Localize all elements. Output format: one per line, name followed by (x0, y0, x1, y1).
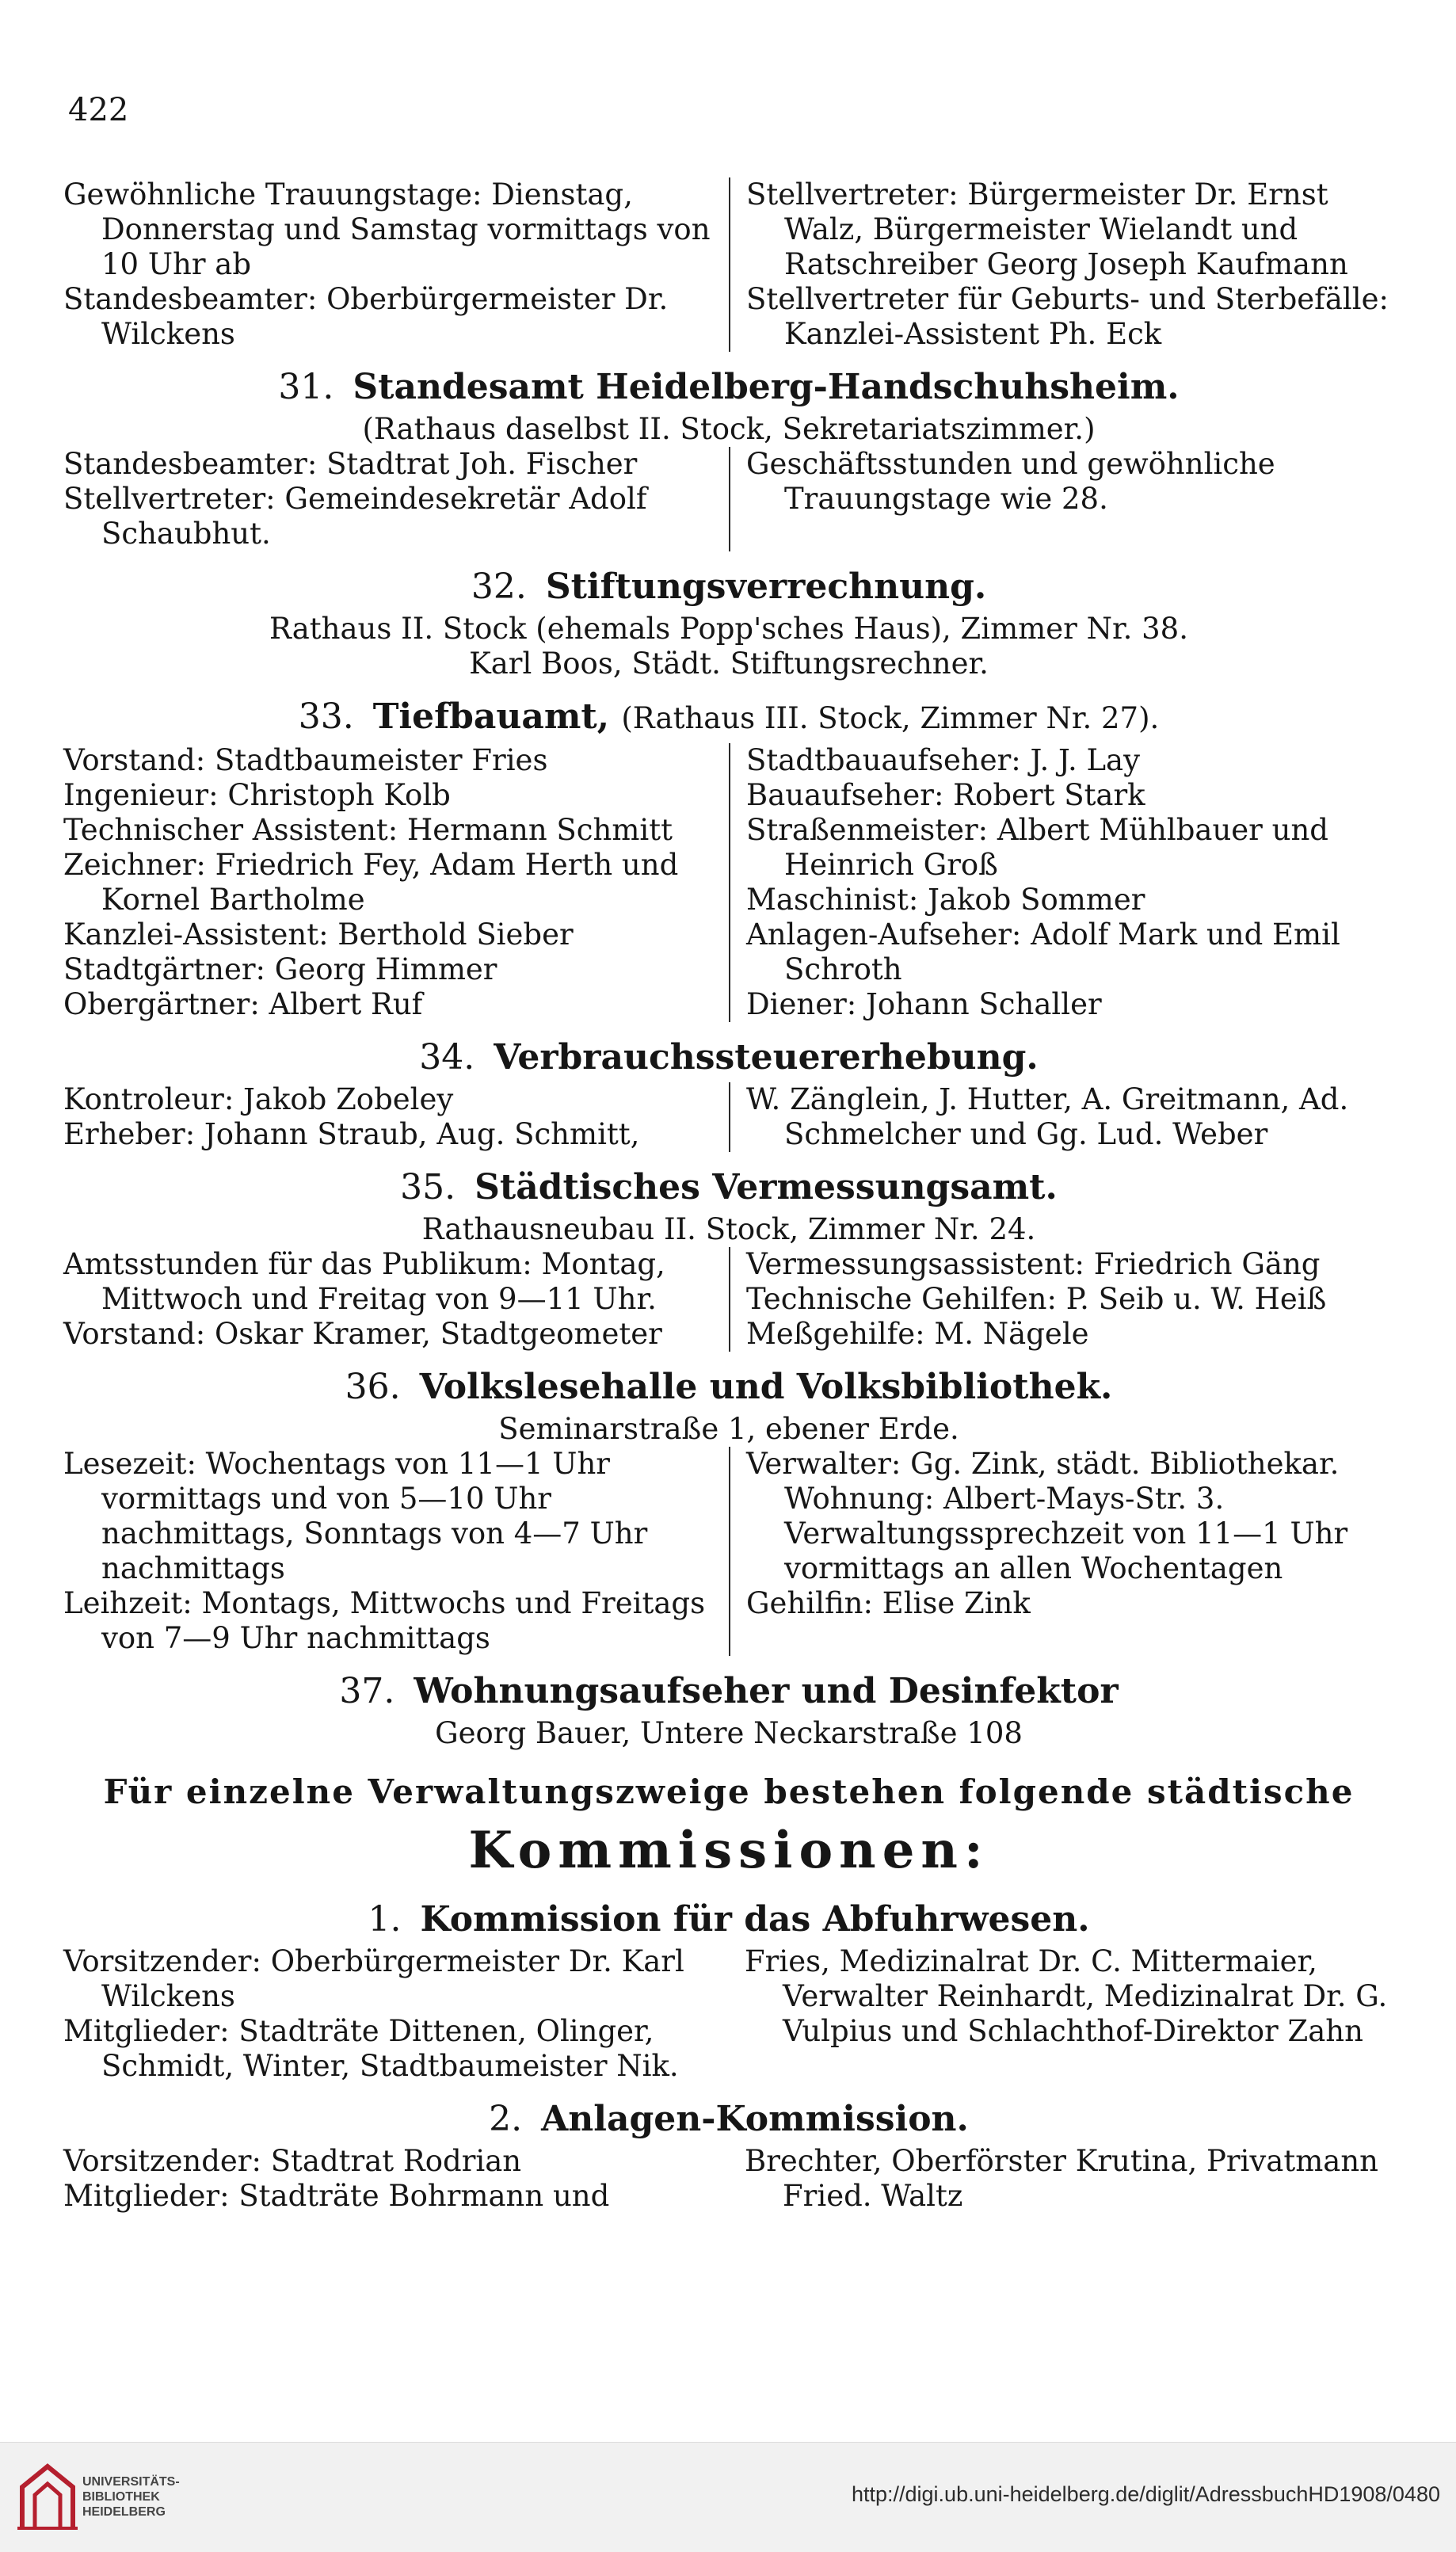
right-column (730, 1247, 1394, 1352)
right-column (729, 2144, 1394, 2214)
list-item: Zeichner: Friedrich Fey, Adam Herth und Kornel Bartholme (63, 848, 679, 917)
section-number: 35. (400, 1167, 456, 1207)
section-number: 34. (419, 1037, 475, 1078)
library-name-line: UNIVERSITÄTS- (82, 2475, 180, 2489)
section-subtitle: Seminarstraße 1, ebener Erde. (498, 1412, 959, 1446)
list-item: W. Zänglein, J. Hutter, A. Greitmann, Ad. Schmelcher und Gg. Lud. Weber (746, 1082, 1349, 1151)
section-heading-34 (63, 1035, 1394, 1081)
source-url-link[interactable]: http://digi.ub.uni-heidelberg.de/diglit/AdressbuchHD1908/0480 (851, 2482, 1440, 2506)
section-subtitle: Karl Boos, Städt. Stiftungsrechner. (469, 647, 989, 681)
section-number: 36. (345, 1367, 401, 1407)
section-36-body (63, 1447, 1394, 1656)
section-subtitle: Georg Bauer, Untere Neckarstraße 108 (435, 1716, 1023, 1750)
list-item: Stellvertreter: Gemeindesekretär Adolf Schaubhut. (63, 482, 647, 551)
section-34-body (63, 1082, 1394, 1152)
section-heading-36 (63, 1364, 1394, 1410)
commission-2-body (63, 2144, 1394, 2214)
document-page (63, 177, 1394, 2214)
list-item: Technischer Assistent: Hermann Schmitt (63, 813, 673, 847)
section-subtitle: Rathausneubau II. Stock, Zimmer Nr. 24. (421, 1212, 1036, 1246)
section-heading-37 (63, 1669, 1394, 1715)
list-item: Stellvertreter: Bürgermeister Dr. Ernst Walz, Bürgermeister Wielandt und Ratschreiber Georg Joseph Kaufmann (746, 177, 1348, 281)
list-item: Lesezeit: Wochentags von 11—1 Uhr vormittags und von 5—10 Uhr nachmittags, Sonntags von 4—7 Uhr nachmittags (63, 1447, 648, 1585)
right-column (730, 1082, 1394, 1152)
section-number: 33. (298, 696, 354, 737)
section-title: Wohnungsaufseher und Desinfektor (414, 1671, 1119, 1711)
commissions-announcement: Für einzelne Verwaltungszweige bestehen folgende städtische (103, 1772, 1355, 1811)
list-item: Leihzeit: Montags, Mittwochs und Freitags von 7—9 Uhr nachmittags (63, 1586, 706, 1655)
right-column (730, 1447, 1394, 1656)
list-item: Anlagen-Aufseher: Adolf Mark und Emil Schroth (746, 917, 1340, 986)
list-item: Brechter, Oberförster Krutina, Privatmann Fried. Waltz (745, 2144, 1379, 2213)
section-33-body (63, 743, 1394, 1022)
left-column (63, 177, 730, 352)
section-title: Anlagen-Kommission. (541, 2099, 969, 2139)
section-title: Stiftungsverrechnung. (545, 566, 987, 607)
section-heading-33 (63, 694, 1394, 742)
list-item: Maschinist: Jakob Sommer (746, 883, 1145, 917)
section-number: 32. (471, 566, 527, 607)
list-item: Erheber: Johann Straub, Aug. Schmitt, (63, 1117, 640, 1151)
list-item: Geschäftsstunden und gewöhnliche Trauungstage wie 28. (746, 447, 1275, 516)
section-heading-32 (63, 564, 1394, 610)
list-item: Stadtbauaufseher: J. J. Lay (746, 743, 1141, 777)
list-item: Mitglieder: Stadträte Bohrmann und (63, 2179, 610, 2213)
section-number: 2. (489, 2099, 523, 2139)
section-title: Volkslesehalle und Volksbibliothek. (419, 1367, 1113, 1407)
section-title: Städtisches Vermessungsamt. (475, 1167, 1058, 1207)
top-block (63, 177, 1394, 352)
viewer-footer (0, 2442, 1456, 2552)
right-column (730, 743, 1394, 1022)
list-item: Technische Gehilfen: P. Seib u. W. Heiß (746, 1282, 1327, 1316)
section-number: 1. (368, 1899, 402, 1940)
list-item: Bauaufseher: Robert Stark (746, 778, 1145, 812)
left-column (63, 1247, 730, 1352)
list-item: Vorstand: Stadtbaumeister Fries (63, 743, 548, 777)
section-title: Standesamt Heidelberg-Handschuhsheim. (353, 367, 1180, 407)
page-number: 422 (68, 92, 129, 128)
section-heading-31 (63, 364, 1394, 410)
list-item: Vorsitzender: Stadtrat Rodrian (63, 2144, 522, 2178)
list-item: Diener: Johann Schaller (746, 987, 1102, 1021)
list-item: Gehilfin: Elise Zink (746, 1586, 1031, 1620)
list-item: Kontroleur: Jakob Zobeley (63, 1082, 454, 1116)
right-column (730, 447, 1394, 551)
list-item: Verwalter: Gg. Zink, städt. Bibliothekar. Wohnung: Albert-Mays-Str. 3. Verwaltungssprechzeit von 11—1 Uhr vormittags an allen Wochentagen (746, 1447, 1348, 1585)
section-heading-35 (63, 1165, 1394, 1211)
list-item: Amtsstunden für das Publikum: Montag, Mittwoch und Freitag von 9—11 Uhr. (63, 1247, 665, 1316)
university-logo-icon (14, 2460, 81, 2531)
list-item: Ingenieur: Christoph Kolb (63, 778, 451, 812)
section-subtitle: Rathaus II. Stock (ehemals Popp'sches Haus), Zimmer Nr. 38. (269, 612, 1188, 646)
list-item: Obergärtner: Albert Ruf (63, 987, 423, 1021)
list-item: Standesbeamter: Oberbürgermeister Dr. Wilckens (63, 282, 669, 351)
right-column (730, 177, 1394, 352)
library-name-line: HEIDELBERG (82, 2505, 166, 2519)
list-item: Straßenmeister: Albert Mühlbauer und Heinrich Groß (746, 813, 1328, 882)
section-number: 31. (278, 367, 334, 407)
commission-heading-1 (63, 1897, 1394, 1943)
section-title: Kommission für das Abfuhrwesen. (420, 1899, 1090, 1940)
list-item: Mitglieder: Stadträte Dittenen, Olinger, Schmidt, Winter, Stadtbaumeister Nik. (63, 2014, 679, 2083)
section-number: 37. (339, 1671, 395, 1711)
list-item: Stadtgärtner: Georg Himmer (63, 952, 497, 986)
library-name-line: BIBLIOTHEK (82, 2490, 160, 2504)
left-column (63, 1447, 730, 1656)
commissions-title: Kommissionen: (468, 1821, 989, 1880)
list-item: Fries, Medizinalrat Dr. C. Mittermaier, Verwalter Reinhardt, Medizinalrat Dr. G. Vulpius und Schlachthof-Direktor Zahn (745, 1944, 1388, 2048)
section-title: Verbrauchssteuererhebung. (494, 1037, 1039, 1078)
left-column (63, 743, 730, 1022)
right-column (729, 1944, 1394, 2084)
commission-1-body (63, 1944, 1394, 2084)
left-column (63, 447, 730, 551)
section-subtitle: (Rathaus daselbst II. Stock, Sekretariatszimmer.) (362, 412, 1096, 446)
section-title: Tiefbauamt, (372, 696, 610, 737)
left-column (63, 1082, 730, 1152)
list-item: Gewöhnliche Trauungstage: Dienstag, Donnerstag und Samstag vormittags von 10 Uhr ab (63, 177, 711, 281)
left-column (63, 2144, 729, 2214)
list-item: Vorsitzender: Oberbürgermeister Dr. Karl Wilckens (63, 1944, 684, 2013)
list-item: Meßgehilfe: M. Nägele (746, 1317, 1089, 1351)
list-item: Standesbeamter: Stadtrat Joh. Fischer (63, 447, 638, 481)
commission-heading-2 (63, 2096, 1394, 2142)
left-column (63, 1944, 729, 2084)
list-item: Stellvertreter für Geburts- und Sterbefälle: Kanzlei-Assistent Ph. Eck (746, 282, 1389, 351)
section-location: (Rathaus III. Stock, Zimmer Nr. 27). (621, 701, 1160, 735)
list-item: Kanzlei-Assistent: Berthold Sieber (63, 917, 574, 952)
list-item: Vermessungsassistent: Friedrich Gäng (746, 1247, 1321, 1281)
section-35-body (63, 1247, 1394, 1352)
list-item: Vorstand: Oskar Kramer, Stadtgeometer (63, 1317, 662, 1351)
section-31-body (63, 447, 1394, 551)
library-name (82, 2474, 180, 2520)
